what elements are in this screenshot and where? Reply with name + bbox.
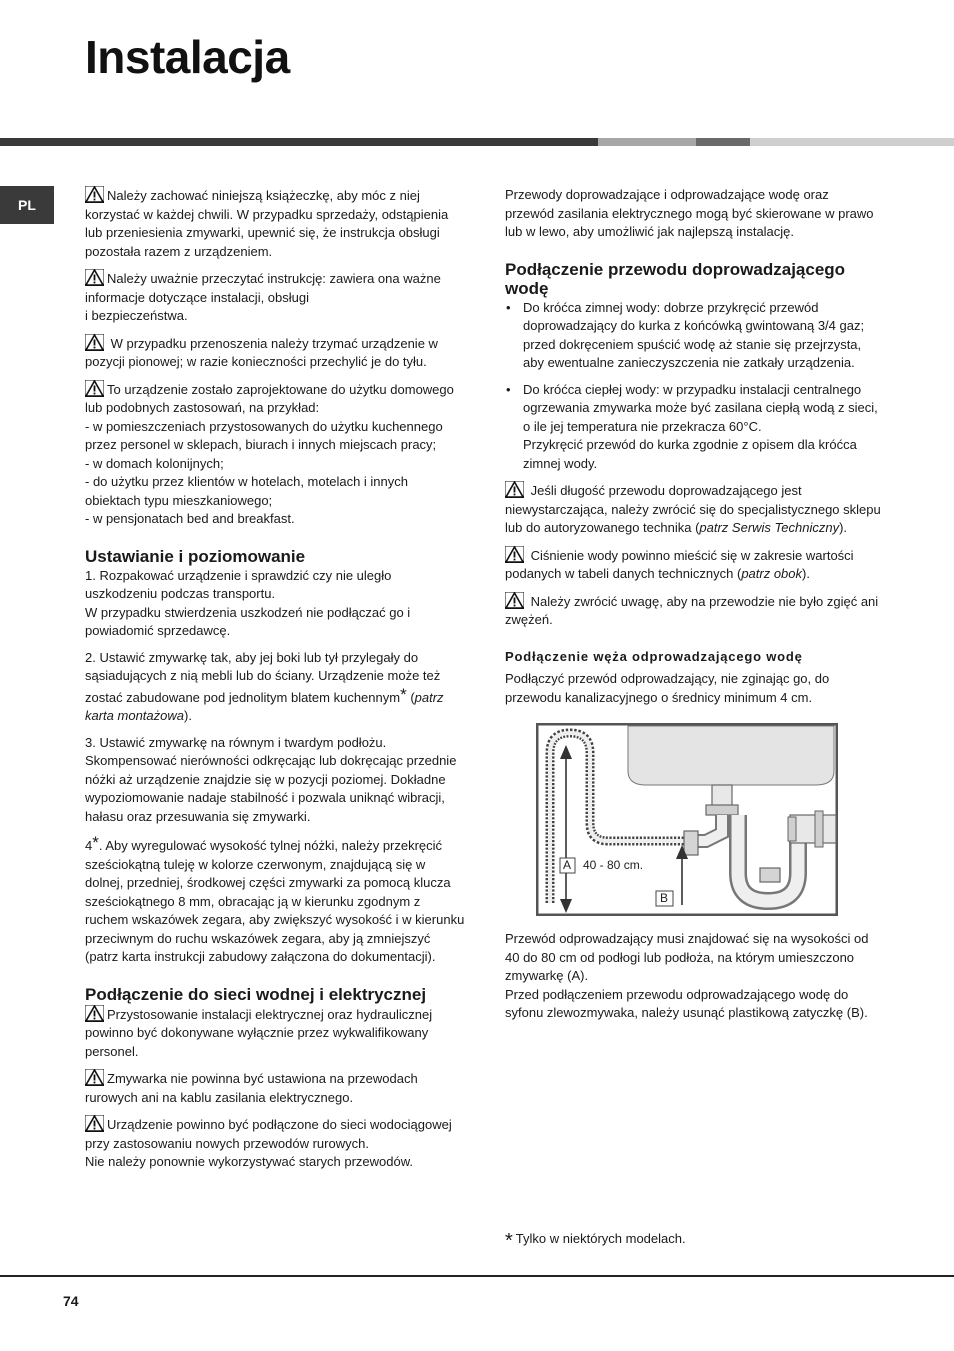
warning-icon	[85, 269, 104, 286]
footnote-star: *	[400, 684, 407, 704]
step-1: 1. Rozpakować urządzenie i sprawdzić czy nie uległo uszkodzeniu podczas transportu. W przypadku stwierdzenia uszkodzeń nie podłączać go i powiadomić sprzedawcę.	[85, 567, 411, 638]
left-column	[85, 186, 465, 1180]
section-heading-connection: Podłączenie do sieci wodnej i elektrycznej	[85, 984, 427, 1004]
warning-paragraph: To urządzenie zostało zaprojektowane do użytku domowego lub podobnych zastosowań, na przykład: - w pomieszczeniach przystosowanych do użytku kuchennego przez personel w sklepach, biurach i innych miejscach pracy; - w domach kolonijnych; - do użytku przez klientów w hotelach, motelach i innych obiektach typu mieszkaniowego; - w pensjonatach bed and breakfast.	[85, 381, 454, 526]
footnote: * Tylko w niektórych modelach.	[505, 1230, 686, 1252]
list-item: • Do króćca ciepłej wody: w przypadku instalacji centralnego ogrzewania zmywarka może być zasilana ciepłą wodą z sieci, o ile jej temperatura nie przekracza 60°C. Przykręcić przewód do kurka zgodnie z opisem dla króćca zimnej wody.	[506, 381, 878, 471]
warning-paragraph: Przystosowanie instalacji elektrycznej oraz hydraulicznej powinno być dokonywane wyłącznie przez wykwalifikowany personel.	[85, 1006, 433, 1059]
warning-icon	[85, 380, 104, 397]
warning-icon	[85, 1005, 104, 1022]
footnote-star: *	[92, 833, 99, 852]
warning-icon	[85, 334, 104, 351]
warning-icon	[85, 1069, 104, 1086]
warning-paragraph: Urządzenie powinno być podłączone do sieci wodociągowej przy zastosowaniu nowych przewodów rurowych. Nie należy ponownie wykorzystywać starych przewodów.	[85, 1117, 452, 1169]
diagram-range-label: 40 - 80 cm.	[583, 858, 644, 872]
drain-paragraph: Przewód odprowadzający musi znajdować się na wysokości od 40 do 80 cm od podłogi lub podłoża, na którym umieszczono zmywarkę (A). Przed podłączeniem przewodu odprowadzającego wodę do syfonu zlewozmywaka, należy usunąć plastikową zatyczkę (B).	[505, 931, 869, 1020]
diagram-label-a: A	[563, 858, 572, 872]
header-rule-segment	[598, 138, 696, 146]
warning-icon	[505, 546, 524, 563]
footer-rule	[0, 1275, 954, 1277]
step-2: 2. Ustawić zmywarkę tak, aby jej boki lub tył przylegały do sąsiadujących z nią mebli lub do ściany. Urządzenie może też zostać zabudowane pod jednolitym blatem kuchennym* (patrz karta montażowa).	[85, 649, 444, 723]
bullet: •	[506, 381, 511, 397]
page-title: Instalacja	[85, 31, 290, 83]
footnote-star: *	[505, 1230, 513, 1252]
warning-paragraph: Należy zachować niniejszą książeczkę, aby móc z niej korzystać w każdej chwili. W przypadku sprzedaży, odstąpienia lub przeniesienia zmywarki, upewnić się, że instrukcja obsługi pozostała razem z urządzeniem.	[85, 188, 449, 259]
list-item: • Do króćca zimnej wody: dobrze przykręcić przewód doprowadzający do kurka z końcówką gwintowaną 3/4 gaz; przed dokręceniem spuścić wodę aż stanie się przejrzysta, aby ewentualne zanieczyszczenia nie zatkały urządzenia.	[506, 299, 865, 370]
warning-paragraph: Ciśnienie wody powinno mieścić się w zakresie wartości podanych w tabeli danych technicznych (patrz obok).	[505, 547, 854, 581]
section-heading-levelling: Ustawianie i poziomowanie	[85, 546, 306, 566]
warning-paragraph: Zmywarka nie powinna być ustawiona na przewodach rurowych ani na kablu zasilania elektrycznego.	[85, 1071, 418, 1105]
diagram-drawing	[536, 723, 838, 916]
bullet: •	[506, 299, 511, 315]
step-4: 4*. Aby wyregulować wysokość tylnej nóżki, należy przekręcić sześciokątną tuleję w kolorze czerwonym, znajdującą się w dolnej, przedniej, środkowej części zmywarki za pomocą klucza sześciokątnego 8 mm, obracając ją w kierunku zgodnym z ruchem wskazówek zegara, aby zwiększyć wysokość i w kierunku przeciwnym do ruchu wskazówek zegara, aby ją zmniejszyć (patrz karta instrukcji zabudowy załączona do dokumentacji).	[85, 833, 465, 964]
drain-paragraph: Podłączyć przewód odprowadzający, nie zginając go, do przewodu kanalizacyjnego o średnicy minimum 4 cm.	[505, 671, 830, 705]
warning-icon	[505, 481, 524, 498]
warning-paragraph: Jeśli długość przewodu doprowadzającego jest niewystarczająca, należy zwrócić się do specjalistycznego sklepu lub do autoryzowanego technika (patrz Serwis Techniczny).	[505, 483, 881, 535]
warning-paragraph: Należy zwrócić uwagę, aby na przewodzie nie było zgięć ani zwężeń.	[505, 593, 879, 627]
language-tab: PL	[0, 186, 54, 224]
drain-hose-diagram	[536, 723, 838, 916]
header-rule	[0, 138, 598, 146]
section-heading-drain: Podłączenie węża odprowadzającego wodę	[505, 648, 803, 664]
warning-paragraph: Należy uważnie przeczytać instrukcję: zawiera ona ważne informacje dotyczące instalacji, obsługi i bezpieczeństwa.	[85, 271, 441, 323]
inlet-list	[505, 299, 881, 474]
header-rule-segment	[696, 138, 750, 146]
page-number: 74	[63, 1293, 79, 1309]
step-3: 3. Ustawić zmywarkę na równym i twardym podłożu. Skompensować nierówności odkręcając lub dokręcając przednie nóżki aż urządzenie znajdzie się w pozycji poziomej. Dokładne wypoziomowanie nadaje stabilność i pozwala uniknąć wibracji, hałasu oraz przesuwania się zmywarki.	[85, 734, 457, 824]
warning-paragraph: W przypadku przenoszenia należy trzymać urządzenie w pozycji pionowej; w razie konieczności przechylić je do tyłu.	[85, 335, 438, 369]
right-column	[505, 186, 881, 1031]
diagram-label-b: B	[660, 891, 669, 905]
warning-icon	[505, 592, 524, 609]
intro-paragraph: Przewody doprowadzające i odprowadzające wodę oraz przewód zasilania elektrycznego mogą być skierowane w prawo lub w lewo, aby umożliwić jak najlepszą instalację.	[505, 187, 874, 239]
warning-icon	[85, 186, 104, 203]
header-rule-segment	[750, 138, 954, 146]
warning-icon	[85, 1115, 104, 1132]
section-heading-inlet: Podłączenie przewodu doprowadzającego wodę	[505, 259, 846, 298]
